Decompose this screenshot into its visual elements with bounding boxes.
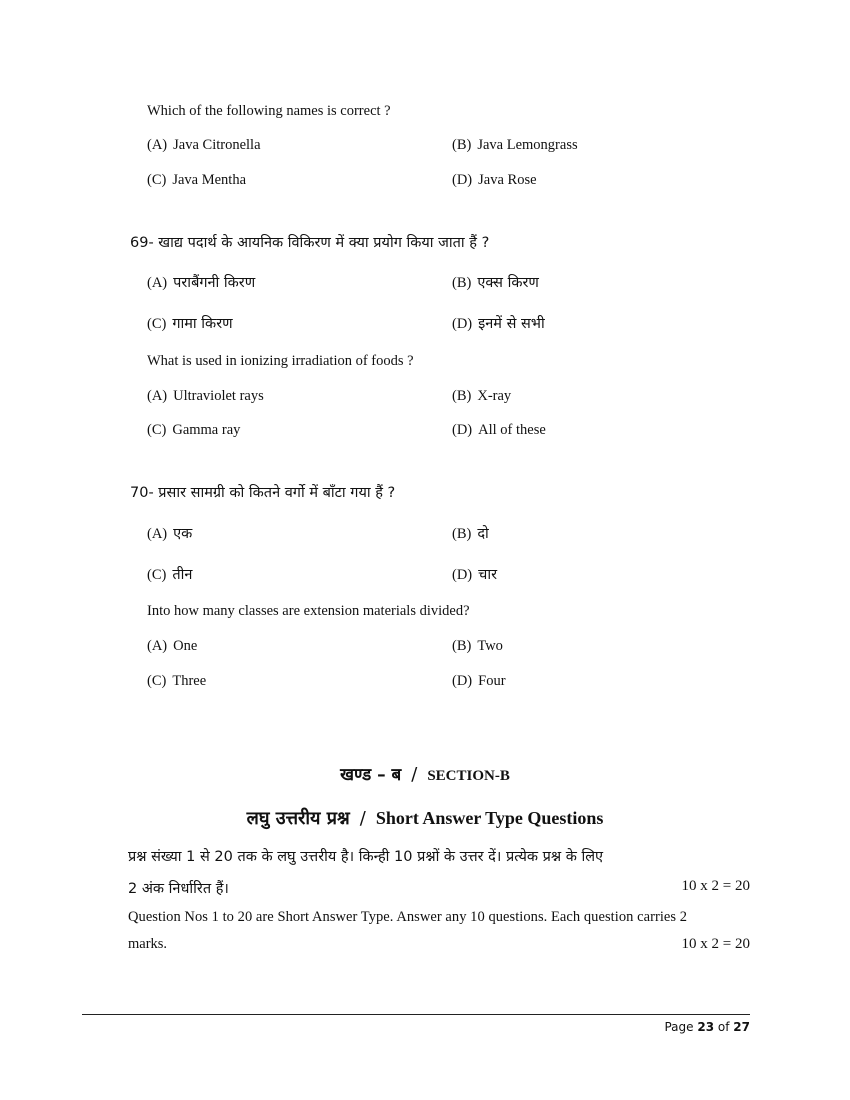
instruction-en-line2: marks. <box>128 936 168 952</box>
option-text: Two <box>477 638 503 654</box>
option-label: (A) <box>147 526 168 542</box>
option-label: (C) <box>147 567 167 583</box>
page-total: 27 <box>733 1020 750 1034</box>
q70-option-d-en <box>452 673 506 690</box>
q68-option-c <box>147 172 246 189</box>
option-text: इनमें से सभी <box>478 316 545 332</box>
option-text: Java Rose <box>478 172 537 188</box>
option-text: चार <box>478 567 498 583</box>
marks-hi: 10 x 2 = 20 <box>681 878 750 894</box>
option-text: एक <box>173 526 193 542</box>
option-text: X-ray <box>477 388 512 404</box>
q70-option-b-hi <box>452 523 489 543</box>
option-label: (A) <box>147 137 168 153</box>
option-label: (B) <box>452 526 472 542</box>
option-label: (B) <box>452 275 472 291</box>
marks-en: 10 x 2 = 20 <box>681 936 750 952</box>
option-label: (B) <box>452 137 472 153</box>
q70-option-a-en <box>147 638 197 655</box>
heading-separator: / <box>411 764 418 785</box>
option-label: (D) <box>452 673 473 689</box>
option-text: पराबैंगनी किरण <box>173 275 256 291</box>
option-text: Four <box>478 673 506 689</box>
subtitle-en: Short Answer Type Questions <box>375 808 604 828</box>
option-text: Three <box>172 673 207 689</box>
option-label: (C) <box>147 673 167 689</box>
option-text: Gamma ray <box>172 422 241 438</box>
q69-option-a-hi <box>147 272 255 292</box>
q69-option-a-en <box>147 388 264 405</box>
option-label: (D) <box>452 422 473 438</box>
of-word: of <box>717 1020 730 1034</box>
section-b-heading <box>0 762 850 785</box>
option-label: (D) <box>452 567 473 583</box>
option-text: Java Mentha <box>172 172 247 188</box>
instruction-hi-line2: 2 अंक निर्धारित हैं। <box>128 881 229 897</box>
q70-option-d-hi <box>452 564 497 584</box>
q68-option-a <box>147 137 261 154</box>
q68-option-b <box>452 137 578 154</box>
q68-option-d <box>452 172 537 189</box>
section-b-title-hi: खण्ड – ब <box>340 765 402 785</box>
option-label: (A) <box>147 388 168 404</box>
short-answer-heading <box>0 806 850 830</box>
option-text: Ultraviolet rays <box>173 388 264 404</box>
option-text: दो <box>477 526 489 542</box>
option-label: (B) <box>452 388 472 404</box>
subtitle-hi: लघु उत्तरीय प्रश्न <box>246 808 350 829</box>
q69-option-c-en <box>147 422 240 439</box>
option-text: Java Lemongrass <box>477 137 578 153</box>
option-label: (A) <box>147 275 168 291</box>
option-text: गामा किरण <box>172 316 233 332</box>
option-label: (A) <box>147 638 168 654</box>
option-label: (C) <box>147 316 167 332</box>
q68-question-en: Which of the following names is correct ? <box>147 103 391 119</box>
q70-option-b-en <box>452 638 503 655</box>
q70-option-a-hi <box>147 523 192 543</box>
option-text: एक्स किरण <box>477 275 539 291</box>
instruction-hi-line1: प्रश्न संख्या 1 से 20 तक के लघु उत्तरीय है। किन्ही 10 प्रश्नों के उत्तर दें। प्रत्येक प्रश्न के लिए <box>128 849 604 865</box>
q69-option-c-hi <box>147 313 233 333</box>
q69-question-hi: 69- खाद्य पदार्थ के आयनिक विकिरण में क्या प्रयोग किया जाता हैं ? <box>130 235 490 251</box>
heading-separator: / <box>359 808 366 829</box>
page-current: 23 <box>697 1020 715 1034</box>
q69-option-b-hi <box>452 272 539 292</box>
section-b-title-en: SECTION-B <box>427 768 510 784</box>
footer-divider <box>82 1014 750 1015</box>
q70-option-c-hi <box>147 564 192 584</box>
option-label: (D) <box>452 172 473 188</box>
option-text: तीन <box>172 567 193 583</box>
q70-question-hi: 70- प्रसार सामग्री को कितने वर्गो में बाँटा गया हैं ? <box>130 485 396 501</box>
q69-option-d-hi <box>452 313 545 333</box>
instruction-en-line1: Question Nos 1 to 20 are Short Answer Type. Answer any 10 questions. Each question carries 2 <box>128 909 688 925</box>
option-text: One <box>173 638 198 654</box>
option-text: All of these <box>478 422 546 438</box>
page-word: Page <box>664 1020 694 1034</box>
q70-option-c-en <box>147 673 206 690</box>
page-number <box>664 1020 750 1034</box>
q70-question-en: Into how many classes are extension materials divided? <box>147 603 470 619</box>
option-label: (C) <box>147 422 167 438</box>
option-text: Java Citronella <box>173 137 261 153</box>
option-label: (B) <box>452 638 472 654</box>
q69-option-d-en <box>452 422 546 439</box>
option-label: (D) <box>452 316 473 332</box>
q69-option-b-en <box>452 388 511 405</box>
q69-question-en: What is used in ionizing irradiation of foods ? <box>147 353 414 369</box>
option-label: (C) <box>147 172 167 188</box>
